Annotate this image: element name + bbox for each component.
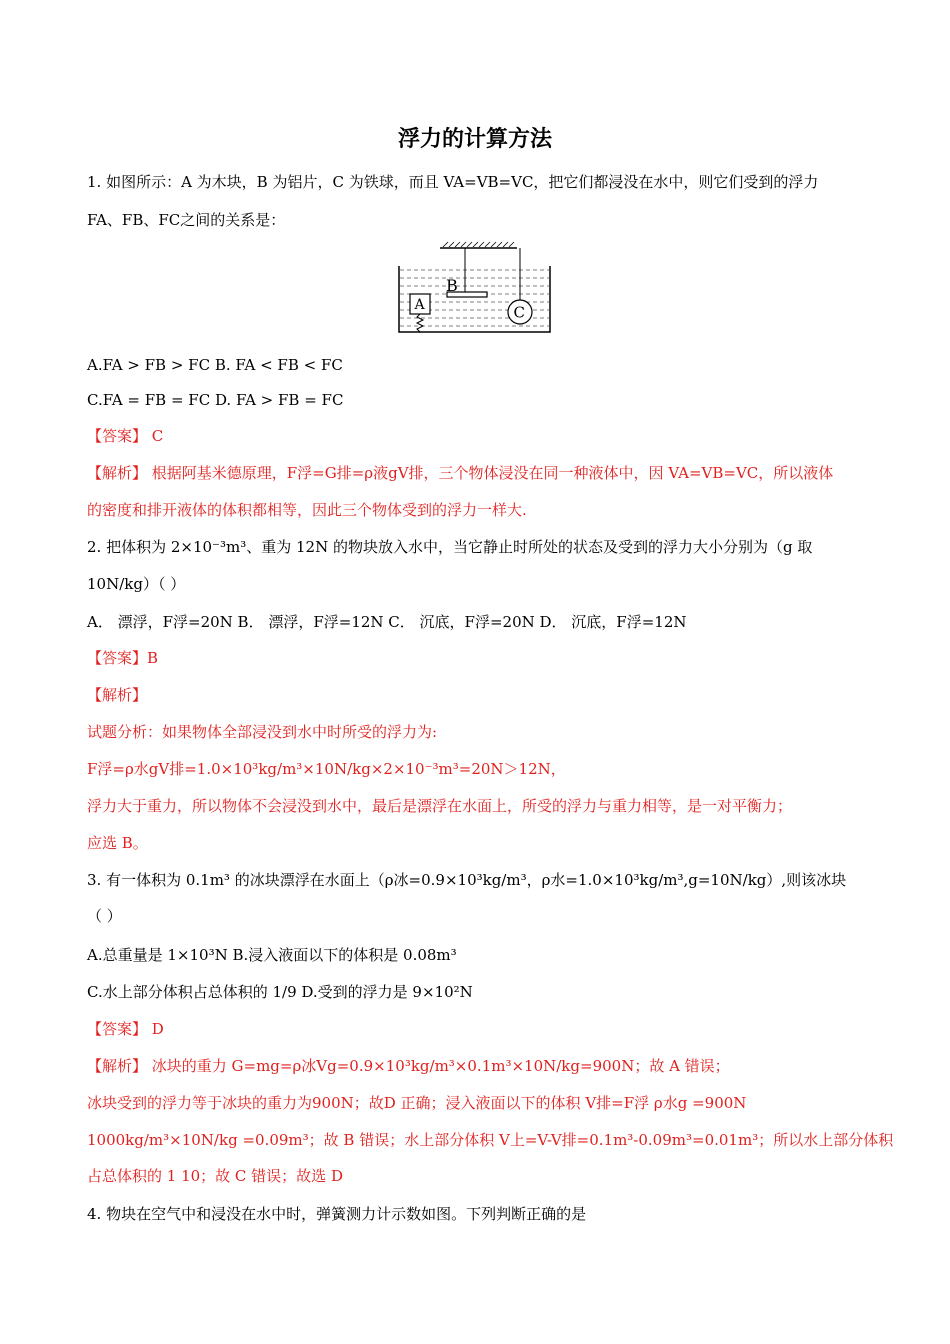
q1-analysis-line1: 【解析】 根据阿基米德原理，F浮=G排=ρ液gV排，三个物体浸没在同一种液体中，因 VA=VB=VC，所以液体: [87, 464, 834, 482]
q3-stem-line1: 3. 有一体积为 0.1m³ 的冰块漂浮在水面上（ρ冰=0.9×10³kg/m³，ρ水=1.0×10³kg/m³,g=10N/kg）,则该冰块: [87, 871, 847, 889]
q2-analysis-line1: 试题分析：如果物体全部浸没到水中时所受的浮力为:: [87, 723, 438, 741]
q2-stem-line1: 2. 把体积为 2×10⁻³m³、重为 12N 的物块放入水中，当它静止时所处的状态及受到的浮力大小分别为（g 取: [87, 538, 813, 556]
label-b: B: [446, 276, 458, 295]
ceiling-support: [440, 242, 517, 248]
q1-options-cd: C.FA = FB = FC D. FA > FB = FC: [87, 391, 344, 409]
q4-stem: 4. 物块在空气中和浸没在水中时，弹簧测力计示数如图。下列判断正确的是: [87, 1205, 587, 1223]
q3-analysis-line4: 占总体积的 1 10；故 C 错误；故选 D: [87, 1167, 343, 1185]
q1-stem-line1: 1. 如图所示：A 为木块，B 为铝片，C 为铁球，而且 VA=VB=VC，把它们都浸没在水中，则它们受到的浮力: [87, 173, 819, 191]
q2-analysis-line4: 应选 B。: [87, 834, 148, 852]
q3-options-ab: A.总重量是 1×10³N B.浸入液面以下的体积是 0.08m³: [87, 946, 457, 964]
q1-stem-line2: FA、FB、FC之间的关系是：: [87, 211, 286, 229]
q3-options-cd: C.水上部分体积占总体积的 1/9 D.受到的浮力是 9×10²N: [87, 983, 473, 1001]
q2-options: A． 漂浮，F浮=20N B． 漂浮，F浮=12N C． 沉底，F浮=20N D． 沉底，F浮=12N: [87, 613, 687, 631]
label-c: C: [513, 303, 525, 322]
buoyancy-figure: [395, 240, 555, 336]
q3-answer: 【答案】 D: [87, 1020, 164, 1038]
q3-analysis-line3: 1000kg/m³×10N/kg =0.09m³；故 B 错误；水上部分体积 V上=V-V排=0.1m³-0.09m³=0.01m³；所以水上部分体积: [87, 1131, 894, 1149]
q1-options-ab: A.FA > FB > FC B. FA < FB < FC: [87, 356, 343, 374]
q2-analysis-line2: F浮=ρ水gV排=1.0×10³kg/m³×10N/kg×2×10⁻³m³=20N＞12N，: [87, 760, 566, 778]
label-a: A: [414, 297, 425, 313]
q3-analysis-line2: 冰块受到的浮力等于冰块的重力为900N；故D 正确；浸入液面以下的体积 V排=F浮 ρ水g =900N: [87, 1094, 747, 1112]
q3-analysis-line1: 【解析】 冰块的重力 G=mg=ρ冰Vg=0.9×10³kg/m³×0.1m³×10N/kg=900N；故 A 错误；: [87, 1057, 730, 1075]
q1-answer: 【答案】 C: [87, 427, 164, 445]
spring-a: [417, 314, 423, 332]
page-title: 浮力的计算方法: [397, 127, 552, 152]
q2-stem-line2: 10N/kg）（ ）: [87, 575, 186, 593]
q2-answer: 【答案】B: [87, 649, 159, 667]
q1-analysis-line2: 的密度和排开液体的体积都相等，因此三个物体受到的浮力一样大.: [87, 501, 527, 519]
q3-stem-line2: （ ）: [87, 907, 122, 925]
q2-analysis-head: 【解析】: [87, 686, 148, 704]
q2-analysis-line3: 浮力大于重力，所以物体不会浸没到水中，最后是漂浮在水面上，所受的浮力与重力相等，是一对平衡力；: [87, 797, 793, 815]
